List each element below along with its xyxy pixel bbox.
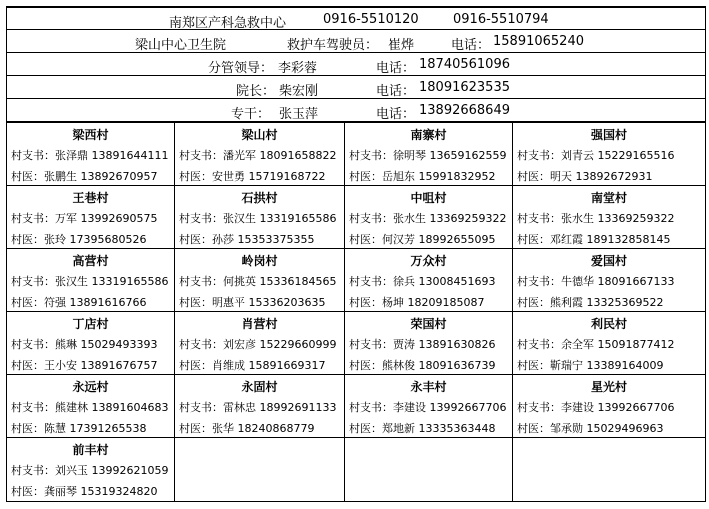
village-cell <box>7 248 175 311</box>
village-secretary: 村支书：刘青云 15229165516 <box>517 149 675 162</box>
header-row-specialist <box>6 98 706 121</box>
village-cell <box>345 311 513 374</box>
village-name: 丁店村 <box>72 317 109 331</box>
village-doctor: 村医：陈慧 17391265538 <box>11 422 147 435</box>
village-secretary: 村支书：万军 13992690575 <box>11 212 158 225</box>
driver-name: 崔烨 <box>388 38 415 53</box>
village-name: 高营村 <box>72 254 109 268</box>
contact-sheet <box>6 6 706 502</box>
leader-phone-label: 电话： <box>376 61 416 76</box>
header-row-director <box>6 75 706 98</box>
center-name: 南郑区产科急救中心 <box>169 16 287 31</box>
village-doctor: 村医：张华 18240868779 <box>179 422 315 435</box>
driver-label: 救护车驾驶员： <box>287 38 379 53</box>
village-name: 南堂村 <box>590 191 627 205</box>
village-name: 王巷村 <box>72 191 109 205</box>
village-doctor: 村医：安世勇 15719168722 <box>179 170 326 183</box>
village-doctor: 村医：张玲 17395680526 <box>11 233 147 246</box>
director-phone-label: 电话： <box>376 84 416 99</box>
village-doctor: 村医：邓红霞 189132858145 <box>517 233 671 246</box>
village-doctor: 村医：张鹏生 13892670957 <box>11 170 158 183</box>
specialist-phone-label: 电话： <box>376 107 416 122</box>
village-secretary: 村支书：余全军 15091877412 <box>517 338 675 351</box>
village-doctor: 村医：肖维成 15891669317 <box>179 359 326 372</box>
village-secretary: 村支书：何挑英 15336184565 <box>179 275 337 288</box>
village-cell <box>175 185 345 248</box>
village-cell <box>513 185 705 248</box>
village-secretary: 村支书：徐明琴 13659162559 <box>349 149 507 162</box>
village-cell <box>513 311 705 374</box>
village-cell <box>345 248 513 311</box>
specialist-phone: 13892668649 <box>419 103 510 118</box>
village-secretary: 村支书：贾涛 13891630826 <box>349 338 496 351</box>
village-secretary: 村支书：张水生 13369259322 <box>517 212 675 225</box>
village-name: 永远村 <box>72 380 109 394</box>
village-doctor: 村医：熊林俊 18091636739 <box>349 359 496 372</box>
village-doctor: 村医：郑地新 13335363448 <box>349 422 496 435</box>
village-doctor: 村医：孙莎 15353375355 <box>179 233 315 246</box>
village-secretary: 村支书：刘兴玉 13992621059 <box>11 464 169 477</box>
village-name: 石拱村 <box>241 191 278 205</box>
village-cell <box>7 374 175 437</box>
village-cell <box>7 185 175 248</box>
village-doctor: 村医：龚丽琴 15319324820 <box>11 485 158 498</box>
village-grid <box>6 121 706 502</box>
village-doctor: 村医：王小安 13891676757 <box>11 359 158 372</box>
village-name: 梁西村 <box>72 128 109 142</box>
village-cell <box>513 248 705 311</box>
village-secretary: 村支书：牛德华 18091667133 <box>517 275 675 288</box>
village-doctor: 村医：靳瑞宁 13389164009 <box>517 359 664 372</box>
center-phone-1: 0916-5510120 <box>323 12 419 27</box>
empty-cell <box>345 437 513 501</box>
leader-name: 李彩蓉 <box>278 61 318 76</box>
header-row-hospital <box>6 29 706 52</box>
village-cell <box>513 374 705 437</box>
header-row-leader <box>6 52 706 75</box>
center-phone-2: 0916-5510794 <box>453 12 549 27</box>
village-doctor: 村医：岳旭东 15991832952 <box>349 170 496 183</box>
village-doctor: 村医：明惠平 15336203635 <box>179 296 326 309</box>
driver-phone: 15891065240 <box>493 34 584 49</box>
village-name: 中咀村 <box>410 191 447 205</box>
village-cell <box>175 374 345 437</box>
director-label: 院长： <box>236 84 276 99</box>
village-cell <box>175 311 345 374</box>
village-secretary: 村支书：徐兵 13008451693 <box>349 275 496 288</box>
village-cell <box>345 374 513 437</box>
specialist-name: 张玉萍 <box>279 107 319 122</box>
village-secretary: 村支书：张水生 13369259322 <box>349 212 507 225</box>
village-secretary: 村支书：潘光军 18091658822 <box>179 149 337 162</box>
village-cell <box>175 248 345 311</box>
village-name: 岭岗村 <box>241 254 278 268</box>
village-secretary: 村支书：李建设 13992667706 <box>517 401 675 414</box>
specialist-label: 专干： <box>231 107 271 122</box>
village-name: 前丰村 <box>72 443 109 457</box>
village-cell <box>513 122 705 185</box>
hospital-name: 梁山中心卫生院 <box>135 38 227 53</box>
village-cell <box>345 122 513 185</box>
village-name: 梁山村 <box>241 128 278 142</box>
village-name: 星光村 <box>590 380 627 394</box>
village-name: 南寨村 <box>410 128 447 142</box>
header-row-emergency-center <box>6 6 706 29</box>
village-secretary: 村支书：李建设 13992667706 <box>349 401 507 414</box>
director-name: 柴宏刚 <box>279 84 319 99</box>
village-name: 肖营村 <box>241 317 278 331</box>
village-name: 强国村 <box>590 128 627 142</box>
village-name: 永固村 <box>241 380 278 394</box>
village-secretary: 村支书：熊琳 15029493393 <box>11 338 158 351</box>
village-name: 利民村 <box>590 317 627 331</box>
village-name: 永丰村 <box>410 380 447 394</box>
village-secretary: 村支书：张汉生 13319165586 <box>11 275 169 288</box>
village-secretary: 村支书：张汉生 13319165586 <box>179 212 337 225</box>
leader-label: 分管领导： <box>208 61 274 76</box>
village-cell <box>7 122 175 185</box>
village-doctor: 村医：邹承勋 15029496963 <box>517 422 664 435</box>
village-name: 万众村 <box>410 254 447 268</box>
village-secretary: 村支书：刘宏彦 15229660999 <box>179 338 337 351</box>
village-cell <box>7 437 175 501</box>
empty-cell <box>513 437 705 501</box>
village-cell <box>175 122 345 185</box>
village-doctor: 村医：明天 13892672931 <box>517 170 653 183</box>
village-doctor: 村医：何汉芳 18992655095 <box>349 233 496 246</box>
village-doctor: 村医：熊利霞 13325369522 <box>517 296 664 309</box>
village-name: 荣国村 <box>410 317 447 331</box>
village-cell <box>345 185 513 248</box>
village-secretary: 村支书：雷林忠 18992691133 <box>179 401 337 414</box>
village-secretary: 村支书：熊建林 13891604683 <box>11 401 169 414</box>
village-name: 爱国村 <box>590 254 627 268</box>
village-secretary: 村支书：张泽鼎 13891644111 <box>11 149 169 162</box>
village-doctor: 村医：杨坤 18209185087 <box>349 296 485 309</box>
village-doctor: 村医：符强 13891616766 <box>11 296 147 309</box>
empty-cell <box>175 437 345 501</box>
director-phone: 18091623535 <box>419 80 510 95</box>
village-cell <box>7 311 175 374</box>
leader-phone: 18740561096 <box>419 57 510 72</box>
driver-phone-label: 电话： <box>451 38 491 53</box>
